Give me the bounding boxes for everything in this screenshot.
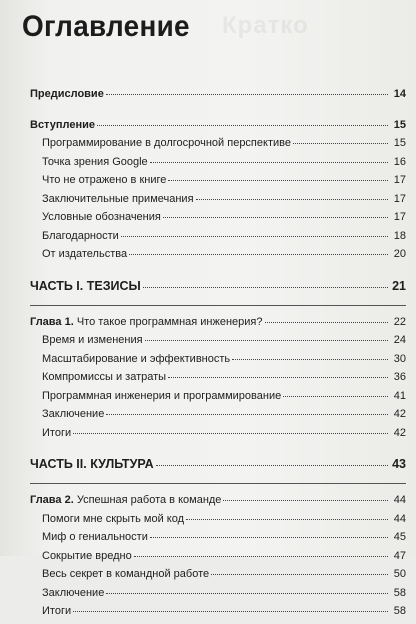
- toc-entry-label: Заключение: [42, 408, 105, 420]
- chapter-title: Успешная работа в команде: [76, 494, 222, 506]
- toc-page-number: 17: [393, 174, 406, 186]
- toc-entry-label: Программирование в долгосрочной перспективе: [42, 137, 291, 149]
- part-divider: [30, 305, 406, 306]
- toc-page-number: 45: [393, 531, 406, 543]
- toc-entry-label: От издательства: [42, 248, 128, 260]
- toc-chapter-2[interactable]: [30, 494, 406, 513]
- dot-leader: [168, 377, 388, 378]
- toc-part-label: ЧАСТЬ II. КУЛЬТУРА: [30, 457, 154, 471]
- toc-entry[interactable]: [30, 531, 406, 550]
- dot-leader: [293, 143, 388, 144]
- chapter-number: Глава 2.: [30, 494, 74, 506]
- toc-entry-label: Точка зрения Google: [42, 155, 148, 168]
- toc-page-number: 58: [393, 605, 406, 617]
- toc-entry[interactable]: [30, 390, 406, 409]
- dot-leader: [196, 199, 388, 200]
- toc-entry-label: Масштабирование и эффективность: [42, 352, 231, 365]
- toc-entry-label: Миф о гениальности: [42, 531, 148, 543]
- toc-entry-label: Программная инженерия и программирование: [42, 389, 282, 402]
- toc-page-number: 20: [393, 248, 406, 260]
- toc-page-number: 17: [393, 192, 406, 205]
- toc-entry-label: Помоги мне скрыть мой код: [42, 512, 185, 525]
- toc-entry[interactable]: [30, 371, 406, 390]
- toc-entry-label: Сокрытие вредно: [42, 549, 132, 562]
- toc-entry[interactable]: [30, 550, 406, 569]
- dot-leader: [211, 574, 388, 575]
- toc-entry-label: Предисловие: [30, 88, 104, 100]
- toc-page-number: 21: [392, 278, 406, 293]
- toc-page-number: 50: [393, 568, 406, 580]
- toc-entry[interactable]: [30, 513, 406, 532]
- toc-entry-preface[interactable]: [30, 88, 406, 107]
- page-title: Оглавление: [22, 10, 190, 43]
- dot-leader: [150, 537, 388, 538]
- toc-entry[interactable]: [30, 156, 406, 175]
- dot-leader: [283, 396, 388, 397]
- toc-page-number: 16: [393, 155, 406, 168]
- dot-leader: [265, 322, 388, 323]
- dot-leader: [121, 236, 388, 237]
- dot-leader: [106, 94, 388, 95]
- toc-entry-label: Что не отражено в книге: [42, 174, 167, 186]
- dot-leader: [232, 359, 388, 360]
- toc-entry-label: Весь секрет в командной работе: [42, 568, 210, 580]
- toc-entry-label: Итоги: [42, 426, 72, 439]
- toc-page-number: 18: [393, 229, 406, 242]
- toc-entry[interactable]: [30, 137, 406, 156]
- toc-chapter-label: [30, 316, 263, 328]
- bleed-through-text: Кратко: [222, 12, 309, 39]
- dot-leader: [129, 254, 388, 255]
- dot-leader: [168, 180, 388, 181]
- toc-entry-label: Условные обозначения: [42, 211, 161, 223]
- toc-entry-label: Заключительные примечания: [42, 192, 194, 205]
- toc-chapter-1[interactable]: [30, 316, 406, 335]
- dot-leader: [143, 287, 388, 288]
- toc-entry-introduction[interactable]: [30, 119, 406, 138]
- toc-entry-label: Вступление: [30, 118, 95, 131]
- toc-part-label: ЧАСТЬ I. ТЕЗИСЫ: [30, 278, 141, 293]
- toc-page-number: 42: [393, 408, 406, 420]
- toc-page-number: 24: [393, 334, 406, 346]
- toc-page-number: 22: [393, 315, 406, 328]
- dot-leader: [163, 217, 388, 218]
- toc-page-number: 30: [393, 352, 406, 365]
- dot-leader: [156, 465, 388, 466]
- dot-leader: [73, 433, 388, 434]
- chapter-number: Глава 1.: [30, 315, 74, 328]
- dot-leader: [106, 593, 388, 594]
- dot-leader: [223, 500, 388, 501]
- dot-leader: [73, 611, 388, 612]
- dot-leader: [97, 125, 388, 126]
- toc-entry[interactable]: [30, 587, 406, 606]
- dot-leader: [145, 340, 388, 341]
- toc-entry[interactable]: [30, 334, 406, 353]
- toc-page-number: 15: [393, 137, 406, 149]
- toc-entry[interactable]: [30, 427, 406, 446]
- table-of-contents: [30, 88, 406, 624]
- toc-page-number: 58: [393, 586, 406, 599]
- toc-entry[interactable]: [30, 174, 406, 193]
- dot-leader: [186, 519, 388, 520]
- toc-entry-label: Компромиссы и затраты: [42, 371, 167, 383]
- toc-entry[interactable]: [30, 605, 406, 624]
- toc-page-number: 42: [393, 426, 406, 439]
- toc-page-number: 44: [393, 494, 406, 506]
- chapter-title: Что такое программная инженерия?: [76, 315, 263, 328]
- toc-page-number: 47: [393, 549, 406, 562]
- toc-page-number: 36: [393, 371, 406, 383]
- toc-page-number: 14: [393, 88, 406, 100]
- dot-leader: [150, 162, 388, 163]
- toc-page-number: 44: [393, 512, 406, 525]
- dot-leader: [106, 414, 388, 415]
- toc-entry[interactable]: [30, 568, 406, 587]
- toc-entry-label: Время и изменения: [42, 334, 143, 346]
- toc-entry[interactable]: [30, 211, 406, 230]
- part-divider: [30, 483, 406, 484]
- toc-part-1[interactable]: [30, 279, 406, 301]
- toc-entry-label: Итоги: [42, 605, 72, 617]
- toc-entry-label: Заключение: [42, 586, 105, 599]
- toc-entry-label: Благодарности: [42, 229, 119, 242]
- toc-entry[interactable]: [30, 408, 406, 427]
- toc-page-number: 41: [393, 389, 406, 402]
- toc-part-2[interactable]: [30, 457, 406, 479]
- toc-page-number: 43: [392, 457, 406, 471]
- toc-entry[interactable]: [30, 230, 406, 249]
- toc-entry[interactable]: [30, 248, 406, 267]
- toc-chapter-label: [30, 494, 221, 506]
- toc-page-number: 17: [393, 211, 406, 223]
- toc-entry[interactable]: [30, 353, 406, 372]
- toc-page-number: 15: [393, 118, 406, 131]
- toc-entry[interactable]: [30, 193, 406, 212]
